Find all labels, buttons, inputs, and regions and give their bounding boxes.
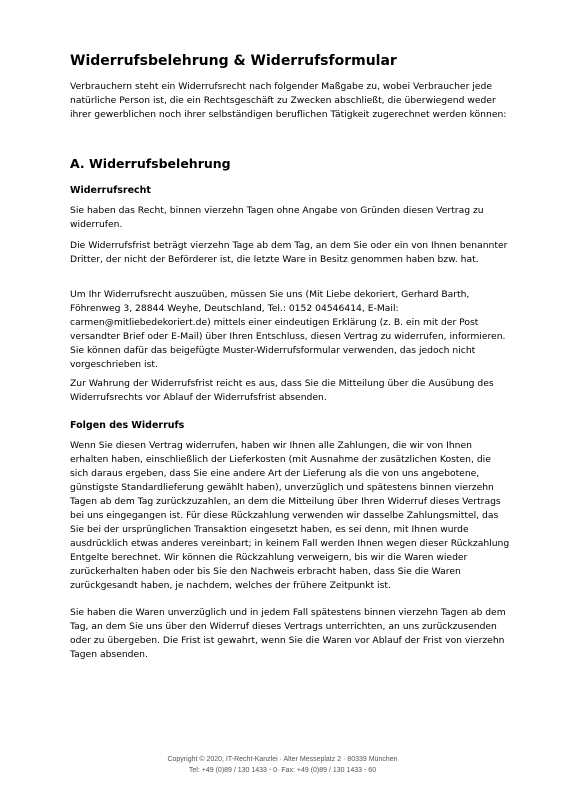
section-a-heading: A. Widerrufsbelehrung <box>70 156 231 171</box>
footer-copyright: Copyright © 2020, IT-Recht-Kanzlei · Alter Messeplatz 2 · 80339 München <box>167 756 398 763</box>
folgen-paragraph-1: Wenn Sie diesen Vertrag widerrufen, haben wir Ihnen alle Zahlungen, die wir von Ihnen erhalten haben, einschließlich der Lieferkosten (mit Ausnahme der zusätzlichen Kosten, die sich daraus ergeben, dass Sie eine andere Art der Lieferung als die von uns angebotene, günstigste Standardlieferung gewählt haben), unverzüglich und spätestens binnen vierzehn Tagen ab dem Tag zurückzuzahlen, an dem die Mitteilung über Ihren Widerruf dieses Vertrags bei uns eingegangen ist. Für diese Rückzahlung verwenden wir dasselbe Zahlungsmittel, das Sie bei der ursprünglichen Transaktion eingesetzt haben, es sei denn, mit Ihnen wurde ausdrücklich etwas anderes vereinbart; in keinem Fall werden Ihnen wegen dieser Rückzahlung Entgelte berechnet. Wir können die Rückzahlung verweigern, bis wir die Waren wieder zurückerhalten haben oder bis Sie den Nachweis erbracht haben, dass Sie die Waren zurückgesandt haben, je nachdem, welches der frühere Zeitpunkt ist. <box>70 440 510 591</box>
intro-paragraph: Verbrauchern steht ein Widerrufsrecht nach folgender Maßgabe zu, wobei Verbraucher jede natürliche Person ist, die ein Rechtsgeschäft zu Zwecken abschließt, die überwiegend weder ihrer gewerblichen noch ihrer selbständigen beruflichen Tätigkeit zugerechnet werden können: <box>70 81 507 120</box>
footer-contact: Tel: +49 (0)89 / 130 1433 - 0· Fax: +49 (0)89 / 130 1433 - 60 <box>188 767 377 774</box>
document-title: Widerrufsbelehrung & Widerrufsformular <box>70 53 397 69</box>
widerrufsrecht-paragraph-2: Die Widerrufsfrist beträgt vierzehn Tage ab dem Tag, an dem Sie oder ein von Ihnen benannter Dritter, der nicht der Beförderer ist, die letzte Ware in Besitz genommen haben bzw. hat. <box>70 240 508 265</box>
folgen-heading: Folgen des Widerrufs <box>70 420 185 431</box>
widerrufsrecht-paragraph-1: Sie haben das Recht, binnen vierzehn Tagen ohne Angabe von Gründen diesen Vertrag zu widerrufen. <box>70 205 484 230</box>
widerrufsrecht-paragraph-4: Zur Wahrung der Widerrufsfrist reicht es aus, dass Sie die Mitteilung über die Ausübung des Widerrufsrechts vor Ablauf der Widerrufsfrist absenden. <box>70 378 494 403</box>
widerrufsrecht-heading: Widerrufsrecht <box>70 185 151 196</box>
folgen-paragraph-2: Sie haben die Waren unverzüglich und in jedem Fall spätestens binnen vierzehn Tagen ab dem Tag, an dem Sie uns über den Widerruf dieses Vertrags unterrichten, an uns zurückzusenden oder zu übergeben. Die Frist ist gewahrt, wenn Sie die Waren vor Ablauf der Frist von vierzehn Tagen absenden. <box>70 607 506 660</box>
widerrufsrecht-paragraph-3: Um Ihr Widerrufsrecht auszuüben, müssen Sie uns (Mit Liebe dekoriert, Gerhard Barth, Föhrenweg 3, 28844 Weyhe, Deutschland, Tel.: 0152 04546414, E-Mail: carmen@mitliebedekoriert.de) mittels einer eindeutigen Erklärung (z. B. ein mit der Post versandter Brief oder E-Mail) über Ihren Entschluss, diesen Vertrag zu widerrufen, informieren. Sie können dafür das beigefügte Muster-Widerrufsformular verwenden, das jedoch nicht vorgeschrieben ist. <box>70 289 506 370</box>
